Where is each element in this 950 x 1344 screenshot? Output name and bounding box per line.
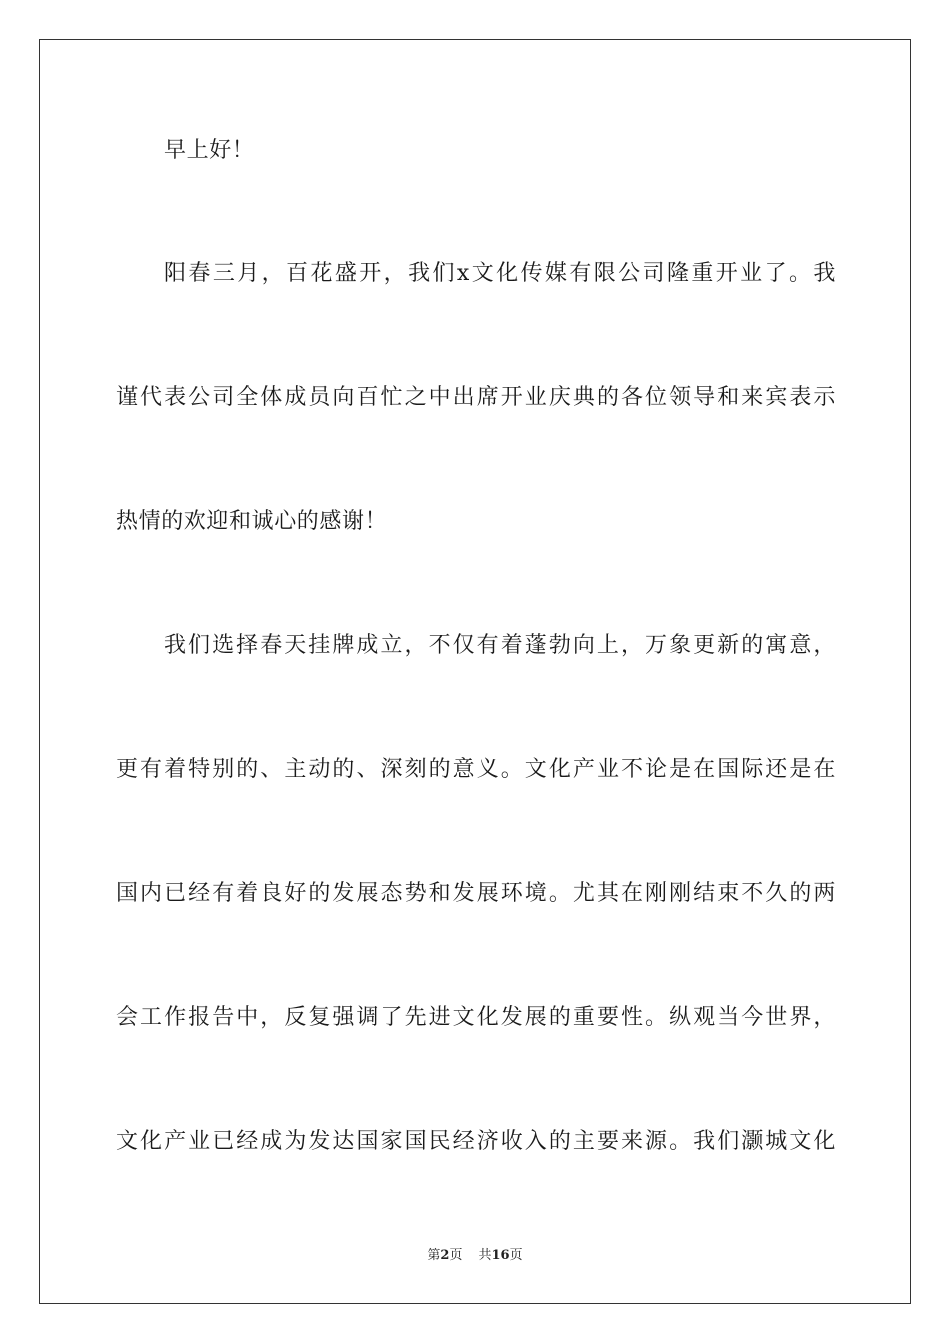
total-pages-label: 共16页 — [478, 1248, 523, 1263]
page-number-label: 第2页 — [427, 1248, 463, 1263]
paragraph-1-line-2: 谨代表公司全体成员向百忙之中出席开业庆典的各位领导和来宾表示 — [116, 385, 836, 410]
paragraph-1-line-3: 热情的欢迎和诚心的感谢！ — [116, 509, 388, 534]
paragraph-2-line-4: 会工作报告中，反复强调了先进文化发展的重要性。纵观当今世界， — [116, 1005, 836, 1030]
page-footer — [0, 1247, 950, 1265]
paragraph-1-line-1: 阳春三月，百花盛开，我们x文化传媒有限公司隆重开业了。我 — [164, 261, 836, 286]
paragraph-2-line-5: 文化产业已经成为发达国家国民经济收入的主要来源。我们灏城文化 — [116, 1129, 836, 1154]
paragraph-2-line-2: 更有着特别的、主动的、深刻的意义。文化产业不论是在国际还是在 — [116, 757, 836, 782]
paragraph-2-line-3: 国内已经有着良好的发展态势和发展环境。尤其在刚刚结束不久的两 — [116, 881, 836, 906]
greeting-line: 早上好！ — [164, 138, 255, 163]
paragraph-2-line-1: 我们选择春天挂牌成立，不仅有着蓬勃向上，万象更新的寓意， — [164, 633, 836, 658]
page-border — [39, 39, 911, 1304]
